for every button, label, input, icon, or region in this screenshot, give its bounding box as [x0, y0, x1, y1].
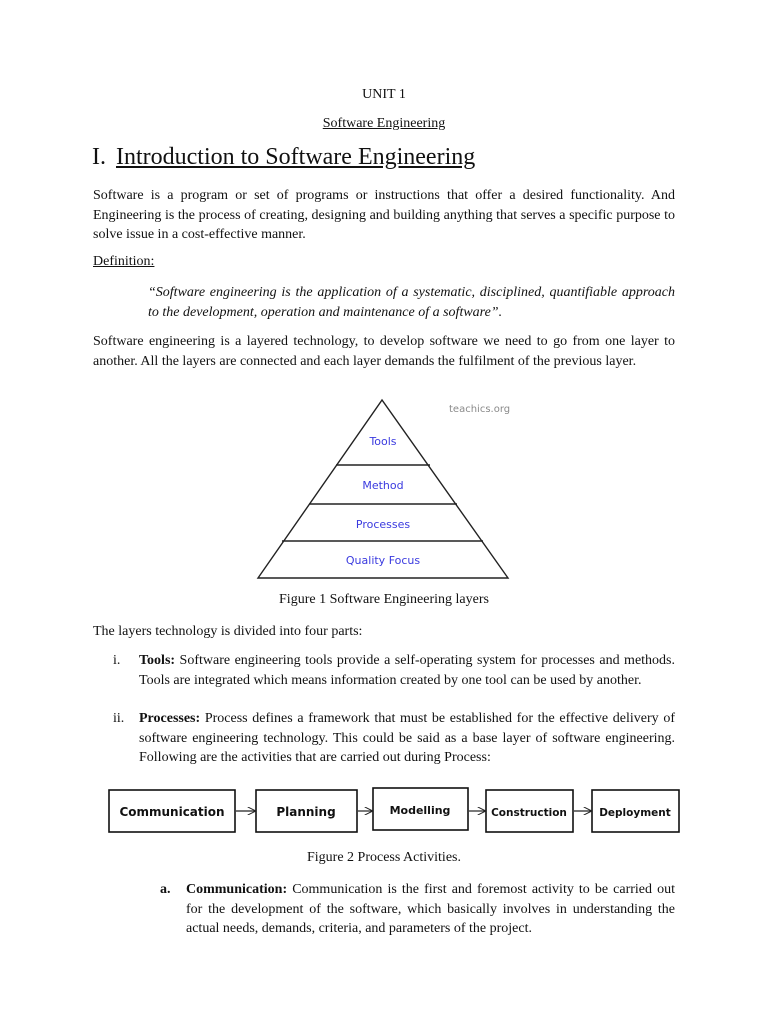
sub-list-marker: a. [160, 882, 171, 897]
list-item-body [139, 709, 675, 768]
list-item [93, 651, 675, 711]
figure1-caption: Figure 1 Software Engineering layers [279, 592, 489, 607]
layer-method: Method [362, 479, 404, 492]
sub-list-item-body [186, 880, 675, 939]
layer-tools: Tools [369, 435, 397, 448]
layer-processes: Processes [355, 518, 411, 531]
list-term: Processes: [139, 711, 201, 726]
list-marker: ii. [113, 711, 125, 726]
sub-list-term: Communication: [186, 882, 288, 897]
section-title: Introduction to Software Engineering [116, 144, 476, 170]
sub-list-text: Communication is the first and foremost activity to be carried out for the development of the software, which basically involves in understanding the actual needs, demands, criteria, and parameters of the project. [186, 882, 675, 936]
section-number: I. [92, 144, 106, 170]
layered-paragraph: Software engineering is a layered technology, to develop software we need to go from one layer to another. All the layers are connected and each layer demands the fulfilment of the previous layer. [93, 334, 675, 369]
section-heading [92, 144, 475, 171]
intro-paragraph: Software is a program or set of programs or instructions that offer a desired functionality. And Engineering is the process of creating, designing and building anything that serves a specific purpose to solve issue in a cost-effective manner. [93, 188, 675, 242]
layers-pyramid-figure [250, 395, 520, 585]
document-subtitle: Software Engineering [322, 116, 446, 131]
list-text: Software engineering tools provide a self-operating system for processes and methods. Tools are integrated which means information created by one tool can be used by another. [139, 653, 675, 688]
figure2-caption: Figure 2 Process Activities. [307, 850, 461, 865]
list-text: Process defines a framework that must be established for the effective delivery of software engineering technology. This could be said as a base layer of software engineering. Following are the activities that are carried out during Process: [139, 711, 675, 765]
step-modelling: Modelling [389, 804, 451, 817]
layer-quality-focus: Quality Focus [345, 554, 421, 567]
definition-label: Definition: [93, 254, 155, 269]
step-construction: Construction [491, 807, 567, 819]
unit-label: UNIT 1 [362, 87, 406, 102]
layers-intro: The layers technology is divided into four parts: [93, 624, 363, 639]
step-communication: Communication [119, 805, 225, 819]
list-term: Tools: [139, 653, 176, 668]
list-marker: i. [113, 653, 121, 668]
watermark-text: teachics.org [449, 404, 511, 415]
step-deployment: Deployment [599, 807, 671, 819]
step-planning: Planning [276, 805, 336, 819]
list-item [93, 709, 675, 769]
sub-list-item [160, 880, 675, 940]
process-activities-figure [100, 785, 690, 840]
definition-quote: “Software engineering is the application of a systematic, disciplined, quantifiable approach to the development, operation and maintenance of a software”. [148, 285, 675, 320]
list-item-body [139, 651, 675, 690]
